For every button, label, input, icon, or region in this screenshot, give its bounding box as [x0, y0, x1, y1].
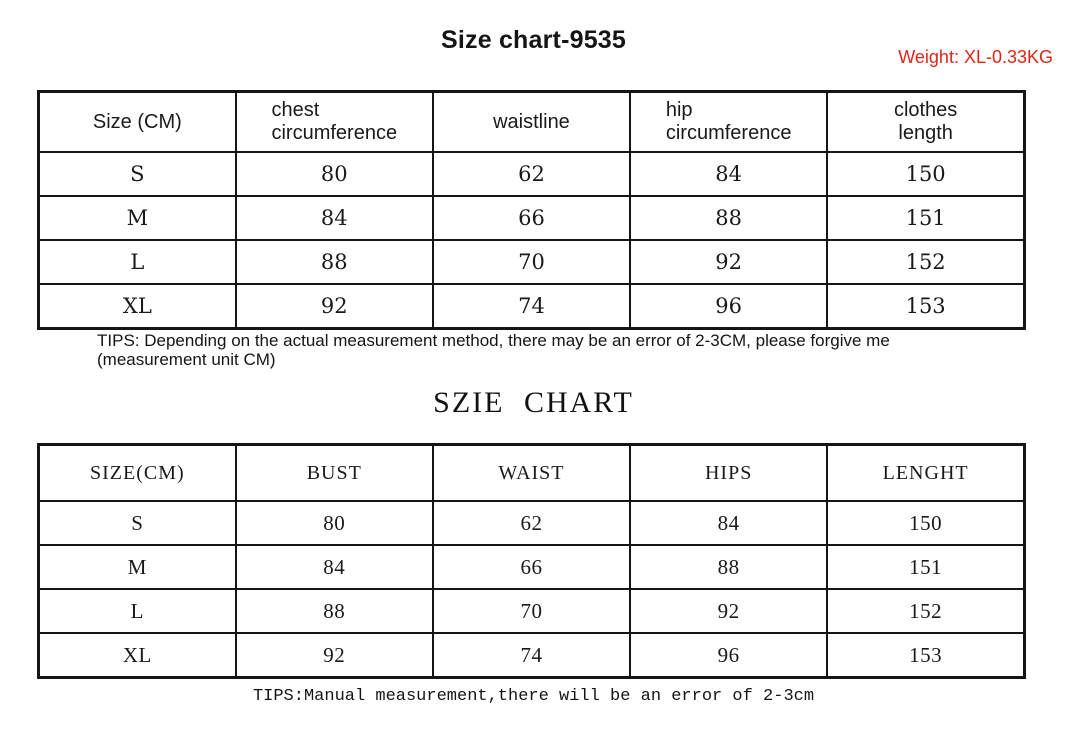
header-cell-size: Size (CM) [39, 92, 236, 153]
cell-length: 150 [827, 501, 1024, 545]
cell-length: 151 [827, 545, 1024, 589]
header-cell-waist: WAIST [433, 445, 630, 502]
cell-size: S [39, 501, 236, 545]
header-cell-clothes-length: clothes length [827, 92, 1024, 153]
measurement-tip-english: TIPS: Depending on the actual measurement method, there may be an error of 2-3CM, please forgive me (measurement unit CM) [97, 331, 890, 369]
cell-waist: 62 [433, 501, 630, 545]
cell-hips: 96 [630, 633, 827, 678]
cell-bust: 92 [236, 633, 433, 678]
cell-hip: 84 [630, 152, 827, 196]
table-row-xl [39, 284, 1025, 329]
cell-chest: 92 [236, 284, 433, 329]
cell-length: 152 [827, 240, 1024, 284]
cell-chest: 88 [236, 240, 433, 284]
cell-length: 152 [827, 589, 1024, 633]
cell-length: 150 [827, 152, 1024, 196]
table-row-l [39, 589, 1025, 633]
cell-size: L [39, 240, 236, 284]
cell-size: L [39, 589, 236, 633]
table-header-row [39, 445, 1025, 502]
cell-size: M [39, 196, 236, 240]
cell-length: 153 [827, 284, 1024, 329]
header-cell-chest-label: chest circumference [271, 99, 398, 144]
table-row-m [39, 545, 1025, 589]
cell-hips: 92 [630, 589, 827, 633]
table-row-s [39, 152, 1025, 196]
cell-size: XL [39, 633, 236, 678]
size-table-serif [37, 443, 1026, 679]
table-row-l [39, 240, 1025, 284]
cell-hip: 88 [630, 196, 827, 240]
cell-bust: 80 [236, 501, 433, 545]
header-cell-bust: BUST [236, 445, 433, 502]
header-cell-hip [630, 92, 827, 153]
cell-waist: 66 [433, 545, 630, 589]
cell-waist: 70 [433, 589, 630, 633]
cell-hip: 96 [630, 284, 827, 329]
cell-waist: 70 [433, 240, 630, 284]
header-cell-hip-label: hip circumference [665, 99, 792, 144]
cell-chest: 80 [236, 152, 433, 196]
cell-waist: 74 [433, 284, 630, 329]
cell-bust: 88 [236, 589, 433, 633]
header-cell-chest [236, 92, 433, 153]
cell-size: S [39, 152, 236, 196]
table-row-xl [39, 633, 1025, 678]
cell-length: 151 [827, 196, 1024, 240]
cell-length: 153 [827, 633, 1024, 678]
cell-waist: 62 [433, 152, 630, 196]
table-row-s [39, 501, 1025, 545]
cell-chest: 84 [236, 196, 433, 240]
header-cell-length: LENGHT [827, 445, 1024, 502]
measurement-tip-serif: TIPS:Manual measurement,there will be an error of 2-3cm [252, 687, 815, 706]
cell-waist: 74 [433, 633, 630, 678]
cell-size: XL [39, 284, 236, 329]
size-table-english [37, 90, 1026, 330]
cell-size: M [39, 545, 236, 589]
cell-hips: 88 [630, 545, 827, 589]
second-chart-title: SZIE CHART [433, 386, 634, 419]
table-row-m [39, 196, 1025, 240]
table-header-row [39, 92, 1025, 153]
cell-waist: 66 [433, 196, 630, 240]
cell-hips: 84 [630, 501, 827, 545]
weight-note: Weight: XL-0.33KG [898, 47, 1053, 67]
cell-bust: 84 [236, 545, 433, 589]
page-title: Size chart-9535 [440, 26, 627, 54]
cell-hip: 92 [630, 240, 827, 284]
header-cell-size: SIZE(CM) [39, 445, 236, 502]
header-cell-hips: HIPS [630, 445, 827, 502]
header-cell-waistline: waistline [433, 92, 630, 153]
